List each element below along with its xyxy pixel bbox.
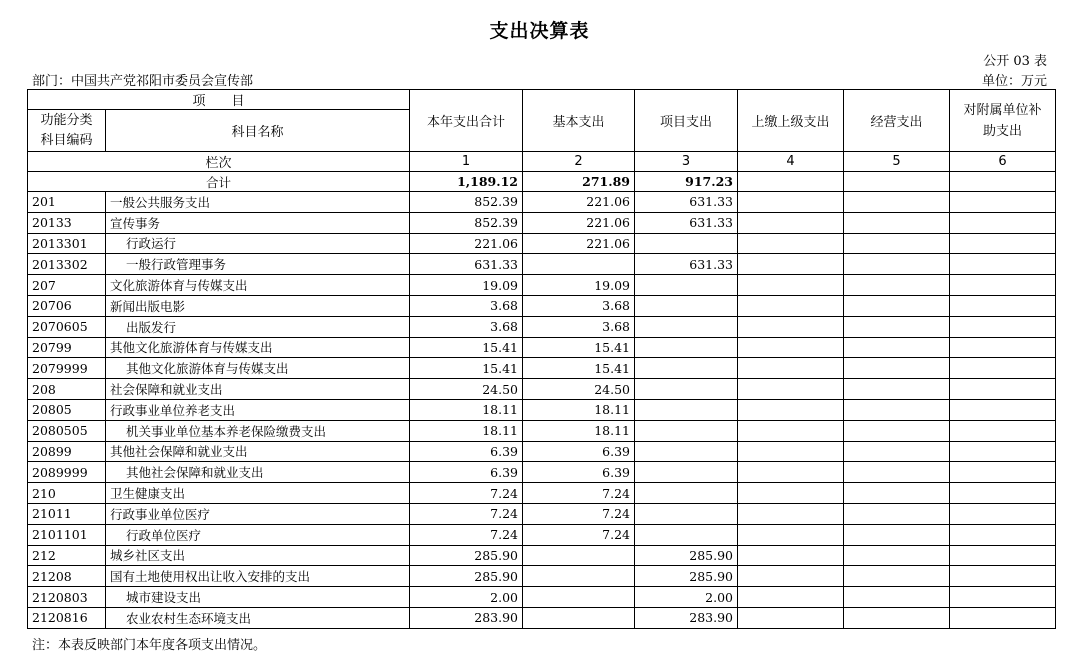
- row-upper: [738, 399, 844, 420]
- row-business: [844, 233, 950, 254]
- row-project: [635, 483, 738, 504]
- row-name: 行政事业单位养老支出: [106, 399, 410, 420]
- row-code: 20805: [28, 399, 106, 420]
- row-name: 卫生健康支出: [106, 483, 410, 504]
- row-total: 19.09: [410, 275, 523, 296]
- row-subsidy: [950, 607, 1056, 628]
- row-subsidy: [950, 566, 1056, 587]
- row-basic: 24.50: [523, 379, 635, 400]
- table-row: [28, 483, 1056, 504]
- row-code: 21208: [28, 566, 106, 587]
- header-subject-name: 科目名称: [106, 110, 410, 152]
- row-total: 285.90: [410, 566, 523, 587]
- row-upper: [738, 358, 844, 379]
- summary-row: [28, 172, 1056, 192]
- row-business: [844, 503, 950, 524]
- row-total: 7.24: [410, 483, 523, 504]
- table-row: [28, 337, 1056, 358]
- row-name: 其他文化旅游体育与传媒支出: [106, 358, 410, 379]
- table-row: [28, 607, 1056, 628]
- row-upper: [738, 254, 844, 275]
- row-project: [635, 358, 738, 379]
- row-name: 城市建设支出: [106, 587, 410, 608]
- row-total: 3.68: [410, 316, 523, 337]
- summary-upper: [738, 172, 844, 192]
- row-upper: [738, 212, 844, 233]
- summary-total: 1,189.12: [410, 172, 523, 192]
- row-basic: 15.41: [523, 337, 635, 358]
- header-func-code: 功能分类科目编码: [28, 110, 106, 152]
- row-upper: [738, 379, 844, 400]
- col-num: 1: [410, 152, 523, 172]
- page-title: 支出决算表: [489, 20, 590, 42]
- summary-label: 合计: [28, 172, 410, 192]
- table-row: [28, 545, 1056, 566]
- row-code: 2089999: [28, 462, 106, 483]
- row-business: [844, 379, 950, 400]
- row-total: 631.33: [410, 254, 523, 275]
- row-code: 2013301: [28, 233, 106, 254]
- row-code: 210: [28, 483, 106, 504]
- row-basic: [523, 607, 635, 628]
- row-project: 285.90: [635, 545, 738, 566]
- row-total: 2.00: [410, 587, 523, 608]
- row-subsidy: [950, 483, 1056, 504]
- table-row: [28, 295, 1056, 316]
- row-total: 3.68: [410, 295, 523, 316]
- row-upper: [738, 524, 844, 545]
- row-subsidy: [950, 212, 1056, 233]
- row-basic: 6.39: [523, 441, 635, 462]
- row-basic: 221.06: [523, 212, 635, 233]
- row-upper: [738, 295, 844, 316]
- row-basic: [523, 566, 635, 587]
- row-upper: [738, 420, 844, 441]
- row-business: [844, 524, 950, 545]
- row-upper: [738, 233, 844, 254]
- table-row: [28, 254, 1056, 275]
- row-business: [844, 295, 950, 316]
- row-upper: [738, 503, 844, 524]
- row-project: 631.33: [635, 254, 738, 275]
- row-business: [844, 545, 950, 566]
- row-business: [844, 358, 950, 379]
- row-basic: [523, 254, 635, 275]
- row-total: 18.11: [410, 399, 523, 420]
- row-business: [844, 420, 950, 441]
- row-business: [844, 212, 950, 233]
- row-subsidy: [950, 441, 1056, 462]
- row-basic: 7.24: [523, 503, 635, 524]
- row-name: 农业农村生态环境支出: [106, 607, 410, 628]
- header-project: 项目支出: [635, 90, 738, 152]
- table-row: [28, 566, 1056, 587]
- row-label: 栏次: [28, 152, 410, 172]
- row-basic: 221.06: [523, 233, 635, 254]
- row-project: [635, 441, 738, 462]
- row-name: 行政事业单位医疗: [106, 503, 410, 524]
- row-code: 21011: [28, 503, 106, 524]
- row-basic: 18.11: [523, 420, 635, 441]
- row-subsidy: [950, 358, 1056, 379]
- row-basic: 15.41: [523, 358, 635, 379]
- row-project: [635, 420, 738, 441]
- row-total: 15.41: [410, 358, 523, 379]
- row-upper: [738, 607, 844, 628]
- row-name: 社会保障和就业支出: [106, 379, 410, 400]
- col-num: 5: [844, 152, 950, 172]
- header-basic: 基本支出: [523, 90, 635, 152]
- row-name: 行政运行: [106, 233, 410, 254]
- row-subsidy: [950, 420, 1056, 441]
- row-project: 2.00: [635, 587, 738, 608]
- row-project: [635, 233, 738, 254]
- table-row: [28, 316, 1056, 337]
- row-upper: [738, 316, 844, 337]
- row-total: 18.11: [410, 420, 523, 441]
- row-code: 208: [28, 379, 106, 400]
- row-subsidy: [950, 254, 1056, 275]
- header-upper: 上缴上级支出: [738, 90, 844, 152]
- row-name: 城乡社区支出: [106, 545, 410, 566]
- row-upper: [738, 337, 844, 358]
- row-basic: 3.68: [523, 295, 635, 316]
- row-code: 201: [28, 192, 106, 213]
- row-project: 631.33: [635, 192, 738, 213]
- row-code: 2079999: [28, 358, 106, 379]
- header-business: 经营支出: [844, 90, 950, 152]
- expenditure-table: [27, 89, 1056, 629]
- row-upper: [738, 462, 844, 483]
- row-code: 2013302: [28, 254, 106, 275]
- row-business: [844, 337, 950, 358]
- row-total: 6.39: [410, 462, 523, 483]
- row-project: [635, 524, 738, 545]
- row-project: [635, 399, 738, 420]
- row-name: 国有土地使用权出让收入安排的支出: [106, 566, 410, 587]
- footnote: 注：本表反映部门本年度各项支出情况。: [32, 638, 267, 653]
- row-code: 20899: [28, 441, 106, 462]
- row-total: 7.24: [410, 503, 523, 524]
- table-row: [28, 192, 1056, 213]
- row-total: 852.39: [410, 192, 523, 213]
- row-business: [844, 441, 950, 462]
- row-project: [635, 379, 738, 400]
- row-upper: [738, 545, 844, 566]
- row-upper: [738, 587, 844, 608]
- table-row: [28, 358, 1056, 379]
- row-subsidy: [950, 316, 1056, 337]
- row-basic: [523, 545, 635, 566]
- row-basic: 7.24: [523, 524, 635, 545]
- row-total: 221.06: [410, 233, 523, 254]
- col-num: 2: [523, 152, 635, 172]
- column-number-row: [28, 152, 1056, 172]
- row-code: 207: [28, 275, 106, 296]
- row-subsidy: [950, 233, 1056, 254]
- row-subsidy: [950, 462, 1056, 483]
- row-basic: 7.24: [523, 483, 635, 504]
- row-basic: [523, 587, 635, 608]
- form-number: 公开 03 表: [983, 54, 1047, 69]
- row-name: 文化旅游体育与传媒支出: [106, 275, 410, 296]
- row-name: 一般行政管理事务: [106, 254, 410, 275]
- header-total: 本年支出合计: [410, 90, 523, 152]
- row-subsidy: [950, 337, 1056, 358]
- row-business: [844, 316, 950, 337]
- row-name: 机关事业单位基本养老保险缴费支出: [106, 420, 410, 441]
- row-upper: [738, 566, 844, 587]
- row-name: 宣传事务: [106, 212, 410, 233]
- row-code: 20799: [28, 337, 106, 358]
- row-basic: 19.09: [523, 275, 635, 296]
- row-code: 212: [28, 545, 106, 566]
- row-project: 285.90: [635, 566, 738, 587]
- row-subsidy: [950, 399, 1056, 420]
- summary-basic: 271.89: [523, 172, 635, 192]
- row-code: 2101101: [28, 524, 106, 545]
- row-name: 其他社会保障和就业支出: [106, 462, 410, 483]
- header-subsidy: 对附属单位补助支出: [950, 90, 1056, 152]
- row-project: 631.33: [635, 212, 738, 233]
- row-basic: 6.39: [523, 462, 635, 483]
- row-code: 2120803: [28, 587, 106, 608]
- row-business: [844, 462, 950, 483]
- table-row: [28, 212, 1056, 233]
- row-business: [844, 587, 950, 608]
- summary-project: 917.23: [635, 172, 738, 192]
- data-rows: [28, 192, 1056, 629]
- col-num: 6: [950, 152, 1056, 172]
- table-row: [28, 275, 1056, 296]
- row-project: [635, 295, 738, 316]
- col-num: 4: [738, 152, 844, 172]
- unit-label: 单位：万元: [981, 74, 1047, 89]
- table-row: [28, 420, 1056, 441]
- row-business: [844, 192, 950, 213]
- row-subsidy: [950, 587, 1056, 608]
- row-subsidy: [950, 379, 1056, 400]
- summary-business: [844, 172, 950, 192]
- row-project: [635, 503, 738, 524]
- row-name: 其他文化旅游体育与传媒支出: [106, 337, 410, 358]
- row-code: 20706: [28, 295, 106, 316]
- row-code: 2120816: [28, 607, 106, 628]
- table-row: [28, 524, 1056, 545]
- table-row: [28, 587, 1056, 608]
- row-subsidy: [950, 192, 1056, 213]
- row-total: 283.90: [410, 607, 523, 628]
- row-code: 2070605: [28, 316, 106, 337]
- row-total: 15.41: [410, 337, 523, 358]
- table-row: [28, 399, 1056, 420]
- row-subsidy: [950, 503, 1056, 524]
- summary-subsidy: [950, 172, 1056, 192]
- row-business: [844, 399, 950, 420]
- row-total: 6.39: [410, 441, 523, 462]
- table-row: [28, 462, 1056, 483]
- table-row: [28, 441, 1056, 462]
- row-name: 一般公共服务支出: [106, 192, 410, 213]
- row-name: 行政单位医疗: [106, 524, 410, 545]
- row-name: 其他社会保障和就业支出: [106, 441, 410, 462]
- row-business: [844, 254, 950, 275]
- row-name: 出版发行: [106, 316, 410, 337]
- row-total: 7.24: [410, 524, 523, 545]
- department-label: 部门：中国共产党祁阳市委员会宣传部: [32, 74, 254, 89]
- row-upper: [738, 441, 844, 462]
- row-upper: [738, 192, 844, 213]
- row-basic: 221.06: [523, 192, 635, 213]
- row-business: [844, 483, 950, 504]
- row-name: 新闻出版电影: [106, 295, 410, 316]
- table-row: [28, 503, 1056, 524]
- row-project: [635, 462, 738, 483]
- row-upper: [738, 275, 844, 296]
- row-project: 283.90: [635, 607, 738, 628]
- row-code: 2080505: [28, 420, 106, 441]
- row-total: 24.50: [410, 379, 523, 400]
- row-code: 20133: [28, 212, 106, 233]
- row-basic: 18.11: [523, 399, 635, 420]
- row-project: [635, 337, 738, 358]
- row-subsidy: [950, 275, 1056, 296]
- row-basic: 3.68: [523, 316, 635, 337]
- row-business: [844, 607, 950, 628]
- table-row: [28, 379, 1056, 400]
- row-total: 285.90: [410, 545, 523, 566]
- row-subsidy: [950, 295, 1056, 316]
- row-subsidy: [950, 524, 1056, 545]
- row-project: [635, 275, 738, 296]
- row-subsidy: [950, 545, 1056, 566]
- row-total: 852.39: [410, 212, 523, 233]
- row-project: [635, 316, 738, 337]
- table-row: [28, 233, 1056, 254]
- row-business: [844, 566, 950, 587]
- header-item: 项 目: [28, 90, 410, 110]
- row-upper: [738, 483, 844, 504]
- row-business: [844, 275, 950, 296]
- col-num: 3: [635, 152, 738, 172]
